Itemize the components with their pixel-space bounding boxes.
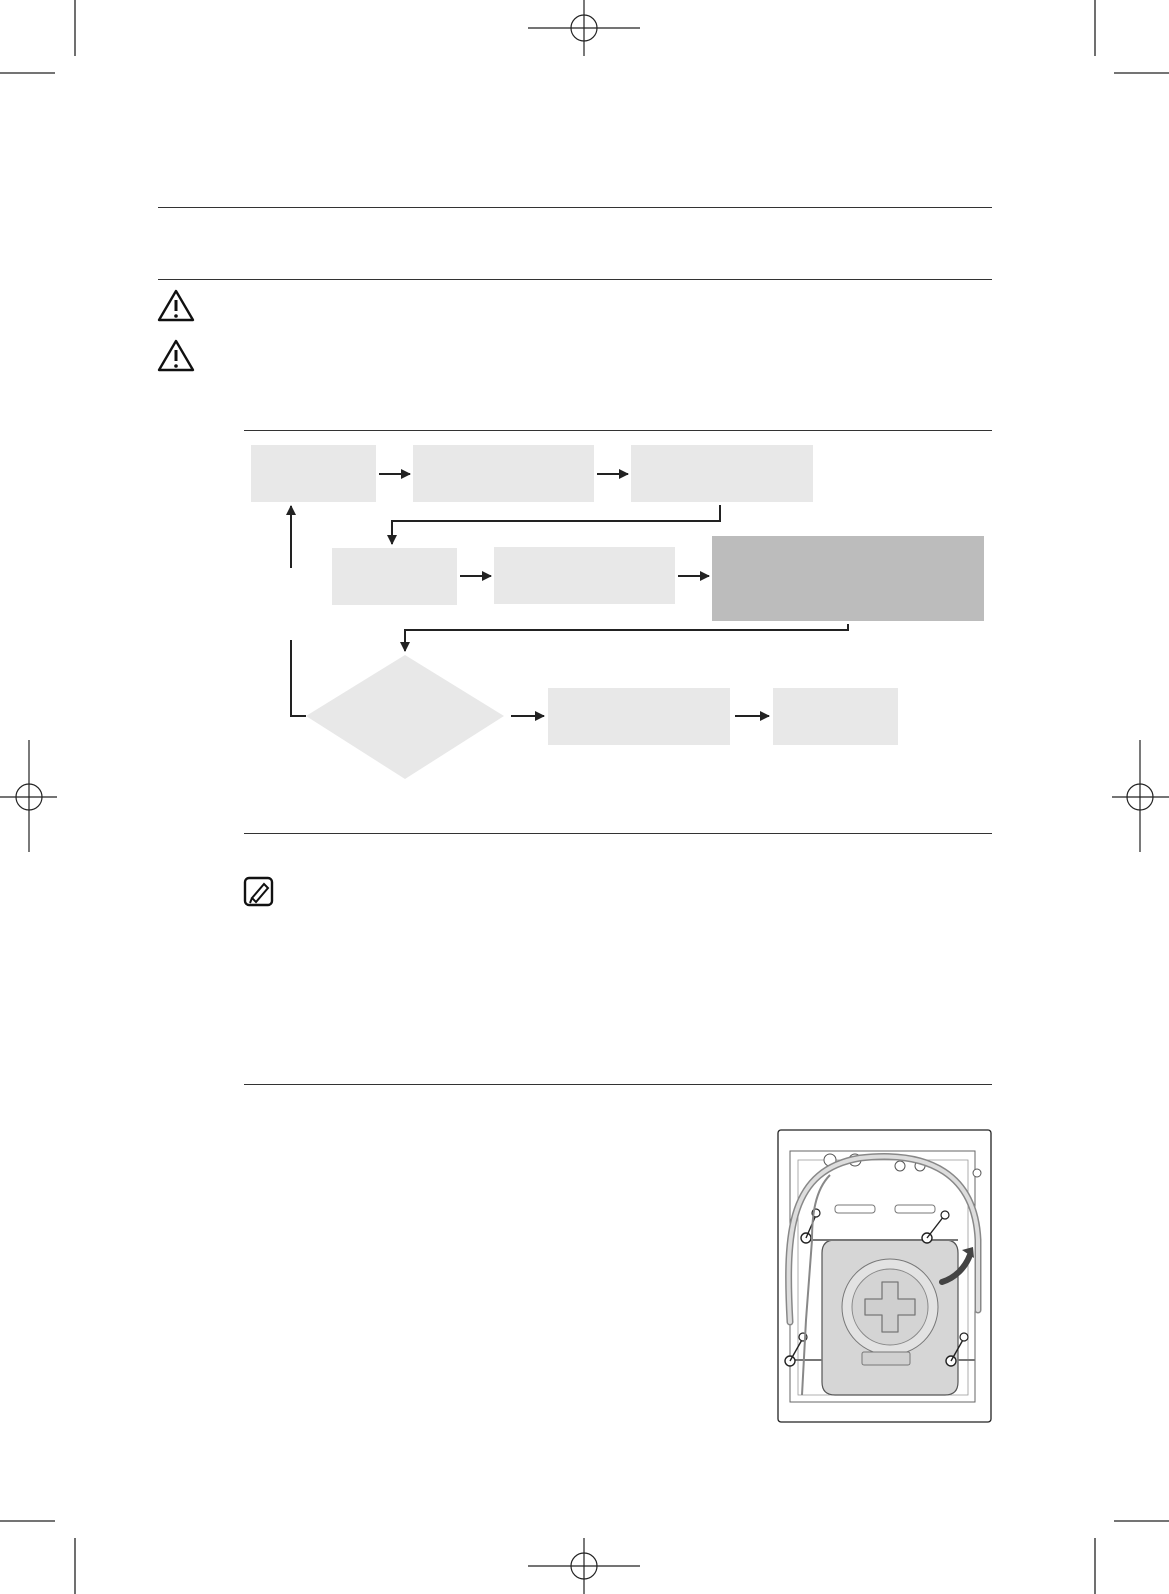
flow-step-2 [413, 445, 594, 502]
flow-step-3 [631, 445, 813, 502]
flow-step-6-highlighted [712, 536, 984, 621]
flow-step-7 [548, 688, 730, 745]
registration-mark-top [528, 0, 640, 56]
flow-step-8 [773, 688, 898, 745]
flow-step-5 [494, 547, 675, 604]
rule-header-bottom [158, 279, 992, 280]
rule-flowchart-bottom [244, 833, 992, 834]
rule-note-bottom [244, 1084, 992, 1085]
flow-step-1 [251, 445, 376, 502]
registration-mark-right [1112, 740, 1169, 852]
rule-flowchart-top [244, 430, 992, 431]
rule-top [158, 207, 992, 208]
flow-step-4 [332, 548, 457, 605]
registration-mark-bottom [528, 1538, 640, 1594]
registration-mark-left [0, 740, 57, 852]
